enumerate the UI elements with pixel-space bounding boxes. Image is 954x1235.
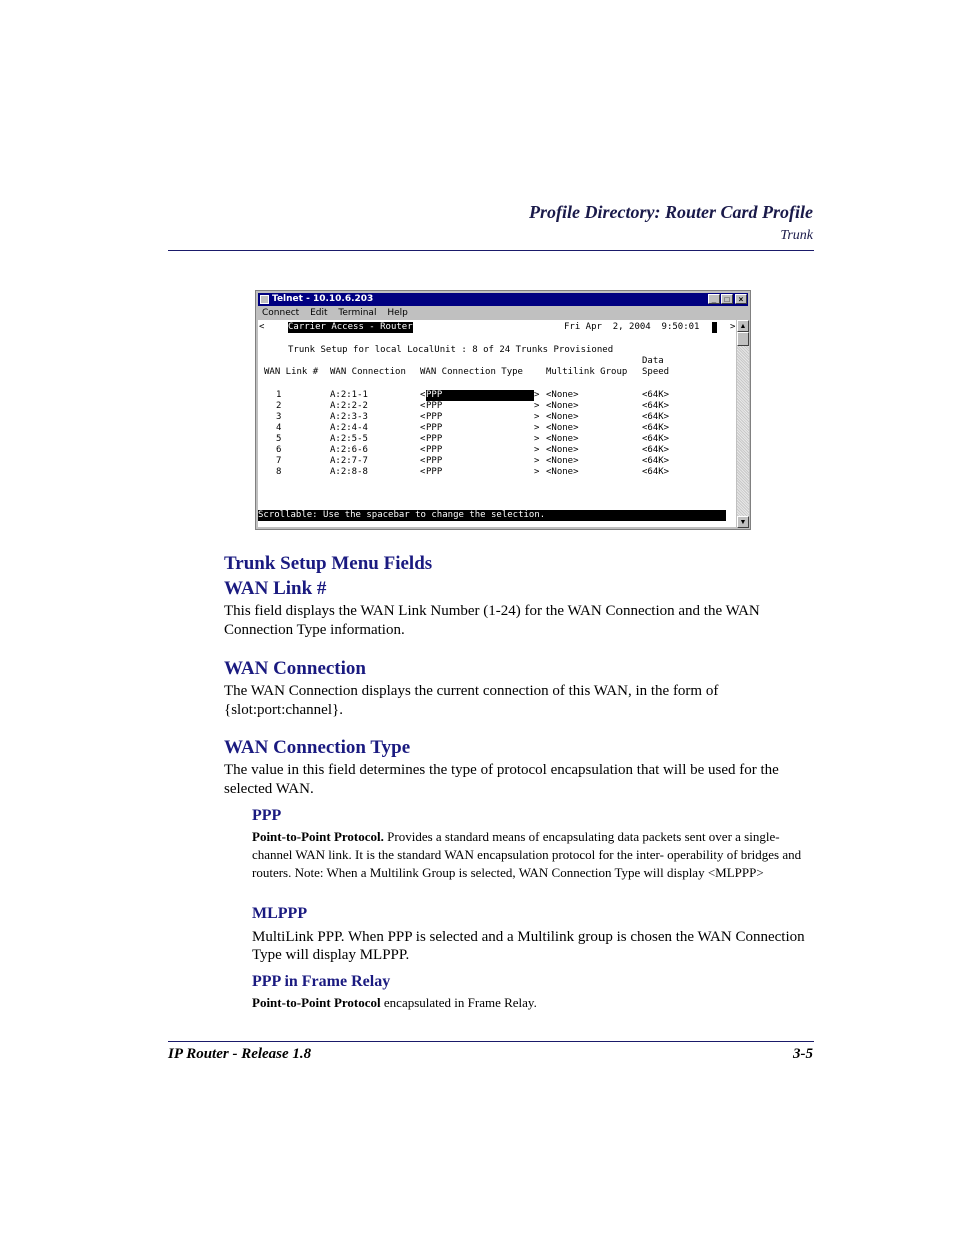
row-1-type-close: > — [534, 390, 540, 400]
row-5-type-open: < — [420, 434, 426, 444]
menu-edit[interactable]: Edit — [310, 308, 328, 318]
row-3-group[interactable]: <None> — [546, 412, 579, 422]
row-5-speed[interactable]: <64K> — [642, 434, 670, 444]
row-2-type-close: > — [534, 401, 540, 411]
wan-connection-description: The WAN Connection displays the current connection of this WAN, in the form of {slot:port:channel}. — [224, 683, 719, 718]
scroll-down-arrow-icon[interactable]: ▼ — [737, 516, 749, 528]
row-6-group[interactable]: <None> — [546, 445, 579, 455]
heading-ppp-frame-relay: PPP in Frame Relay — [252, 973, 391, 990]
row-8-link: 8 — [276, 467, 282, 477]
row-8-type-open: < — [420, 467, 426, 477]
row-2-type[interactable]: PPP — [426, 401, 443, 411]
terminal-datetime: Fri Apr 2, 2004 9:50:01 — [564, 322, 700, 332]
row-4-type[interactable]: PPP — [426, 423, 443, 433]
heading-wan-connection: WAN Connection — [224, 658, 366, 679]
row-8-type[interactable]: PPP — [426, 467, 443, 477]
telnet-window-title: Telnet - 10.10.6.203 — [272, 294, 374, 304]
terminal-banner: Carrier Access - Router — [288, 322, 413, 332]
page-header-subtitle: Trunk — [780, 228, 813, 243]
ppp-frame-relay-description — [252, 994, 814, 1012]
row-7-link: 7 — [276, 456, 282, 466]
col-wan-connection: WAN Connection — [330, 367, 406, 377]
ppp-term: Point-to-Point Protocol. — [252, 829, 384, 844]
minimize-button[interactable]: _ — [708, 294, 720, 304]
row-5-conn: A:2:5-5 — [330, 434, 368, 444]
terminal-status-line: Scrollable: Use the spacebar to change the selection. — [258, 510, 726, 521]
row-1-speed[interactable]: <64K> — [642, 390, 670, 400]
row-1-group[interactable]: <None> — [546, 390, 579, 400]
row-7-conn: A:2:7-7 — [330, 456, 368, 466]
row-8-conn: A:2:8-8 — [330, 467, 368, 477]
row-4-group[interactable]: <None> — [546, 423, 579, 433]
menu-connect[interactable]: Connect — [262, 308, 300, 318]
wan-link-description: This field displays the WAN Link Number (1-24) for the WAN Connection and the WAN Connection Type information. — [224, 603, 760, 638]
row-6-speed[interactable]: <64K> — [642, 445, 670, 455]
footer-page-number: 3-5 — [793, 1046, 813, 1062]
row-1-conn: A:2:1-1 — [330, 390, 368, 400]
row-7-type-open: < — [420, 456, 426, 466]
row-3-type[interactable]: PPP — [426, 412, 443, 422]
menu-terminal[interactable]: Terminal — [338, 308, 377, 318]
header-rule — [168, 250, 814, 251]
footer-rule — [168, 1041, 814, 1042]
telnet-menubar — [258, 307, 748, 319]
row-3-type-open: < — [420, 412, 426, 422]
telnet-titlebar[interactable] — [258, 293, 748, 306]
right-arrow: > — [730, 322, 736, 332]
col-wan-link: WAN Link # — [264, 367, 319, 377]
menu-help[interactable]: Help — [387, 308, 408, 318]
cursor-block — [712, 322, 717, 333]
row-3-speed[interactable]: <64K> — [642, 412, 670, 422]
row-2-type-open: < — [420, 401, 426, 411]
footer-left: IP Router - Release 1.8 — [168, 1046, 312, 1062]
maximize-button[interactable]: □ — [721, 294, 733, 304]
row-2-conn: A:2:2-2 — [330, 401, 368, 411]
row-5-type-close: > — [534, 434, 540, 444]
telnet-window — [255, 290, 751, 530]
ppp-text: Provides a standard means of encapsulating data packets sent over a single-channel WAN link. It is the standard WAN encapsulation protocol for the inter- operability of bridges and routers. Note: When a Multilink Group is selected, WAN Connection Type will display <MLPPP> — [252, 829, 802, 880]
row-7-type[interactable]: PPP — [426, 456, 443, 466]
row-7-speed[interactable]: <64K> — [642, 456, 670, 466]
heading-wan-link: WAN Link # — [224, 578, 327, 599]
row-1-type[interactable]: PPP — [426, 390, 534, 401]
col-multilink-group: Multilink Group — [546, 367, 628, 377]
wan-connection-type-description: The value in this field determines the type of protocol encapsulation that will be used for the selected WAN. — [224, 762, 779, 797]
setup-line: Trunk Setup for local LocalUnit : 8 of 24 Trunks Provisioned — [288, 345, 614, 355]
row-6-type-close: > — [534, 445, 540, 455]
row-3-type-close: > — [534, 412, 540, 422]
row-4-type-open: < — [420, 423, 426, 433]
col-speed: Speed — [642, 367, 670, 377]
row-8-speed[interactable]: <64K> — [642, 467, 670, 477]
row-8-type-close: > — [534, 467, 540, 477]
row-2-speed[interactable]: <64K> — [642, 401, 670, 411]
row-2-group[interactable]: <None> — [546, 401, 579, 411]
row-6-type[interactable]: PPP — [426, 445, 443, 455]
scroll-thumb[interactable] — [737, 332, 749, 346]
row-5-group[interactable]: <None> — [546, 434, 579, 444]
row-1-type-open: < — [420, 390, 426, 400]
heading-wan-connection-type: WAN Connection Type — [224, 737, 411, 758]
terminal-scrollbar[interactable] — [737, 320, 749, 528]
row-1-link: 1 — [276, 390, 282, 400]
row-2-link: 2 — [276, 401, 282, 411]
scroll-up-arrow-icon[interactable]: ▲ — [737, 320, 749, 332]
row-4-speed[interactable]: <64K> — [642, 423, 670, 433]
data-label: Data — [642, 356, 664, 366]
mlppp-description: MultiLink PPP. When PPP is selected and a Multilink group is chosen the WAN Connection Type will display MLPPP. — [252, 929, 805, 963]
page-header-title: Profile Directory: Router Card Profile — [529, 202, 813, 222]
ppp-frame-relay-text: encapsulated in Frame Relay. — [380, 995, 537, 1010]
row-6-link: 6 — [276, 445, 282, 455]
section-heading-trunk-setup: Trunk Setup Menu Fields — [224, 553, 433, 574]
row-3-conn: A:2:3-3 — [330, 412, 368, 422]
row-7-type-close: > — [534, 456, 540, 466]
terminal-screen[interactable] — [258, 320, 736, 527]
telnet-app-icon — [260, 295, 269, 304]
ppp-frame-relay-term: Point-to-Point Protocol — [252, 995, 381, 1010]
row-4-conn: A:2:4-4 — [330, 423, 368, 433]
col-wan-connection-type: WAN Connection Type — [420, 367, 523, 377]
heading-mlppp: MLPPP — [252, 905, 308, 922]
ppp-description — [252, 828, 814, 882]
row-6-type-open: < — [420, 445, 426, 455]
heading-ppp: PPP — [252, 807, 282, 824]
close-button[interactable]: × — [735, 294, 747, 304]
row-5-link: 5 — [276, 434, 282, 444]
row-4-type-close: > — [534, 423, 540, 433]
row-6-conn: A:2:6-6 — [330, 445, 368, 455]
row-8-group[interactable]: <None> — [546, 467, 579, 477]
row-4-link: 4 — [276, 423, 282, 433]
row-3-link: 3 — [276, 412, 282, 422]
row-7-group[interactable]: <None> — [546, 456, 579, 466]
left-arrow: < — [259, 322, 265, 332]
row-5-type[interactable]: PPP — [426, 434, 443, 444]
